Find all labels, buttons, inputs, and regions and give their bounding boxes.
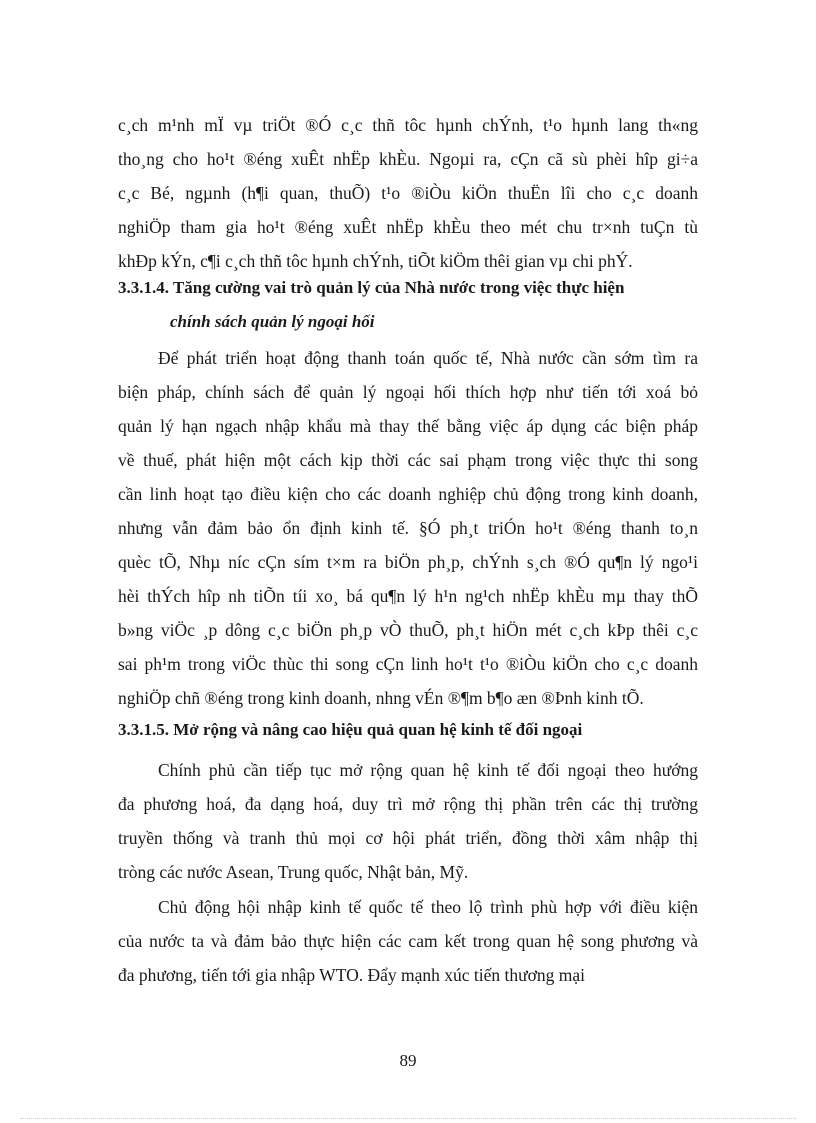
paragraph-admin-reform — [118, 108, 698, 278]
text-line: nhưng vẫn đảm bảo ổn định kinh tế. §Ó ph¸t triÓn ho¹t ®éng thanh to¸n — [118, 518, 698, 538]
text-line: Chính phủ cần tiếp tục mở rộng quan hệ kinh tế đối ngoại theo hướng — [158, 760, 698, 780]
text-line: tho¸ng cho ho¹t ®éng xuÊt nhËp khÈu. Ngoµi ra, cÇn cã sù phèi hîp gi÷a — [118, 149, 698, 169]
text-line: Để phát triển hoạt động thanh toán quốc tế, Nhà nước cần sớm tìm ra — [158, 348, 698, 368]
paragraph-external-relations — [118, 753, 698, 889]
text-line: c¸c Bé, ngµnh (h¶i quan, thuÕ) t¹o ®iÒu kiÖn thuËn lîi cho c¸c doanh — [118, 183, 698, 203]
paragraph-integration — [118, 890, 698, 992]
text-line: sai ph¹m trong viÖc thùc thi song cÇn linh ho¹t t¹o ®iÒu kiÖn cho c¸c doanh — [118, 654, 698, 674]
paragraph-foreign-exchange — [118, 341, 698, 715]
text-line: tròng các nước Asean, Trung quốc, Nhật bản, Mỹ. — [118, 862, 469, 882]
text-line: c¸ch m¹nh mÏ vµ triÖt ®Ó c¸c thñ tôc hµnh chÝnh, t¹o hµnh lang th«ng — [118, 115, 698, 135]
text-line: hèi thÝch hîp nh tiÕn tíi xo¸ bá qu¶n lý h¹n ng¹ch nhËp khÈu mµ thay thÕ — [118, 586, 698, 606]
section-heading: 3.3.1.5. Mở rộng và nâng cao hiệu quả quan hệ kinh tế đối ngoại — [118, 720, 583, 739]
text-line: khÐp kÝn, c¶i c¸ch thñ tôc hµnh chÝnh, tiÕt kiÖm thêi gian vµ chi phÝ. — [118, 251, 633, 271]
section-3-3-1-4 — [118, 271, 698, 339]
text-line: quản lý hạn ngạch nhập khẩu mà thay thế bằng việc áp dụng các biện pháp — [118, 416, 698, 436]
page-number: 89 — [399, 1051, 417, 1070]
text-line: biện pháp, chính sách để quản lý ngoại hối thích hợp như tiến tới xoá bỏ — [118, 382, 698, 402]
text-line: cần linh hoạt tạo điều kiện cho các doanh nghiệp chủ động trong kinh doanh, — [118, 484, 698, 504]
text-line: nghiÖp tham gia ho¹t ®éng xuÊt nhËp khÈu theo mét chu tr×nh tuÇn tù — [118, 217, 698, 237]
text-line: của nước ta và đảm bảo thực hiện các cam kết trong quan hệ song phương và — [118, 931, 698, 951]
section-heading-continuation: chính sách quản lý ngoại hối — [170, 312, 375, 331]
text-line: truyền thống và tranh thủ mọi cơ hội phát triển, đồng thời xâm nhập thị — [118, 828, 698, 848]
section-heading: 3.3.1.4. Tăng cường vai trò quản lý của Nhà nước trong việc thực hiện — [118, 278, 625, 297]
text-line: đa phương hoá, đa dạng hoá, duy trì mở rộng thị phần trên các thị trường — [118, 794, 698, 814]
page-bottom-divider — [20, 1118, 796, 1119]
text-line: quèc tÕ, Nhµ níc cÇn sím t×m ra biÖn ph¸p, chÝnh s¸ch ®Ó qu¶n lý ngo¹i — [118, 552, 698, 572]
text-line: Chủ động hội nhập kinh tế quốc tế theo lộ trình phù hợp với điều kiện — [158, 897, 698, 917]
section-3-3-1-5 — [118, 713, 698, 747]
text-line: đa phương, tiến tới gia nhập WTO. Đẩy mạnh xúc tiến thương mại — [118, 965, 585, 985]
text-line: về thuế, phát hiện một cách kịp thời các sai phạm trong việc thực thi song — [118, 450, 698, 470]
text-line: b»ng viÖc ¸p dông c¸c biÖn ph¸p vÒ thuÕ, ph¸t hiÖn mét c¸ch kÞp thêi c¸c — [118, 620, 698, 640]
text-line: nghiÖp chñ ®éng trong kinh doanh, nhng vÉn ®¶m b¶o æn ®Þnh kinh tÕ. — [118, 688, 644, 708]
